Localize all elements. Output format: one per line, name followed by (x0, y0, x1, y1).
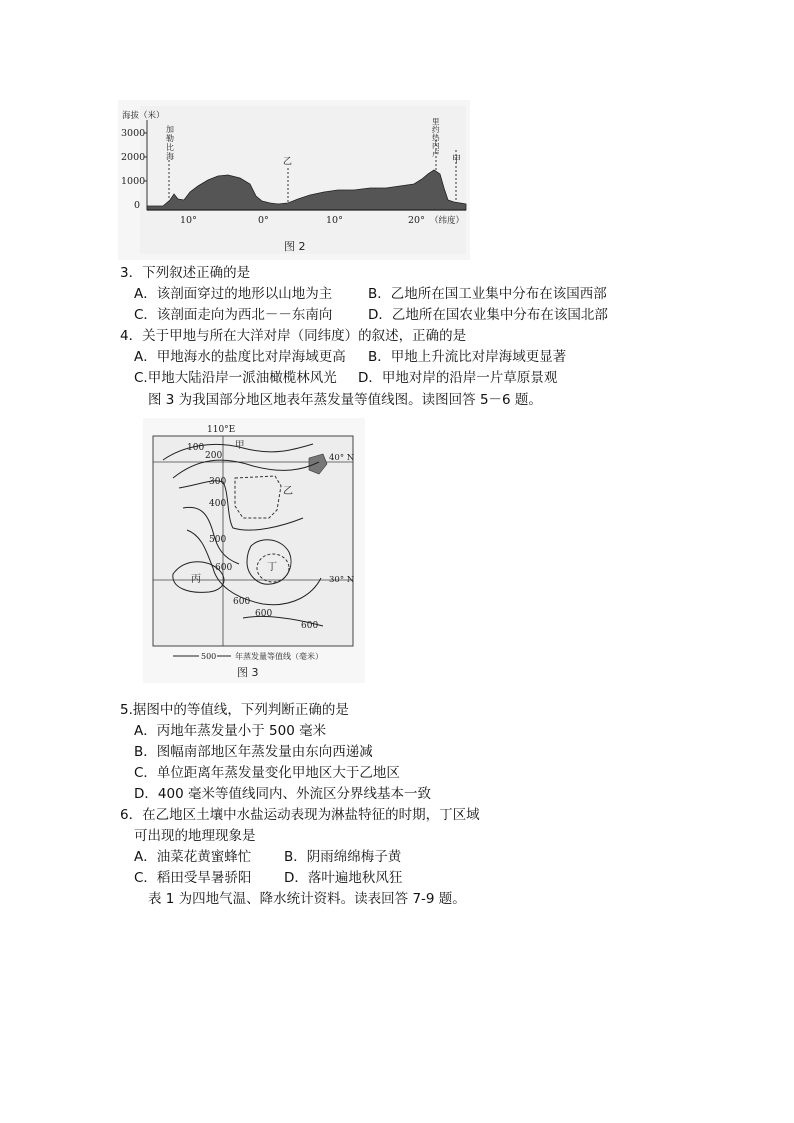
q5-option-b: B．图幅南部地区年蒸发量由东向西递减 (134, 744, 373, 760)
figure-3-evaporation-map (143, 418, 365, 683)
q4-option-a: A．甲地海水的盐度比对岸海域更高 (134, 349, 346, 365)
fig3-iso-label: 600 (301, 621, 319, 631)
fig3-region-jia: 甲 (235, 440, 245, 451)
fig3-iso-label: 600 (215, 563, 233, 573)
q4-stem: 4．关于甲地与所在大洋对岸（同纬度）的叙述，正确的是 (120, 328, 467, 344)
q5-option-d: D．400 毫米等值线同内、外流区分界线基本一致 (134, 786, 431, 802)
q6-option-a: A．油菜花黄蜜蜂忙 (134, 849, 252, 865)
q5-option-c: C．单位距离年蒸发量变化甲地区大于乙地区 (134, 765, 400, 781)
q3-option-a: A．该剖面穿过的地形以山地为主 (134, 286, 333, 302)
figure-2-elevation-profile (118, 100, 470, 260)
fig2-label-jia: 甲 (452, 155, 462, 165)
fig3-region-bing: 丙 (191, 574, 201, 585)
fig3-region-ding: 丁 (267, 562, 277, 573)
fig3-iso-label: 200 (205, 451, 223, 461)
q6-option-c: C．稻田受旱暑骄阳 (134, 870, 252, 886)
q3-option-b: B．乙地所在国工业集中分布在该国西部 (368, 286, 607, 302)
q3-option-c: C．该剖面走向为西北－－东南向 (134, 307, 333, 323)
q6-option-b: B．阴雨绵绵梅子黄 (284, 849, 402, 865)
fig2-x-axis-title: （纬度） (430, 216, 465, 226)
fig2-x-tick: 20° (408, 215, 425, 226)
fig2-x-tick: 10° (326, 215, 343, 226)
q5-option-a: A．丙地年蒸发量小于 500 毫米 (134, 723, 327, 739)
fig3-legend-value: 500 (201, 652, 217, 661)
fig2-y-tick: 1000 (121, 176, 146, 187)
fig2-caption: 图 2 (284, 240, 306, 253)
fig2-label-yi: 乙 (283, 157, 293, 167)
intro-figure-3: 图 3 为我国部分地区地表年蒸发量等值线图。读图回答 5－6 题。 (148, 392, 542, 408)
q4-option-c: C.甲地大陆沿岸一派油橄榄林风光 (134, 370, 337, 386)
fig3-region-yi: 乙 (283, 486, 293, 497)
q3-option-d: D．乙地所在国农业集中分布在该国北部 (368, 307, 608, 323)
intro-table-1: 表 1 为四地气温、降水统计资料。读表回答 7-9 题。 (148, 891, 466, 907)
q3-stem: 3．下列叙述正确的是 (120, 265, 251, 281)
fig3-iso-label: 600 (233, 597, 251, 607)
q4-option-b: B．甲地上升流比对岸海域更显著 (368, 349, 567, 365)
fig3-iso-label: 600 (255, 609, 273, 619)
fig2-y-tick: 0 (134, 200, 141, 211)
fig3-iso-label: 400 (209, 499, 227, 509)
fig3-iso-label: 100 (187, 443, 205, 453)
fig3-lat-30-label: 30° N (329, 575, 355, 585)
q6-option-d: D．落叶遍地秋风狂 (284, 870, 403, 886)
fig2-label-caribbean: 加勒比海 (166, 125, 174, 161)
q5-stem: 5.据图中的等值线，下列判断正确的是 (120, 702, 349, 718)
fig3-iso-label: 300 (209, 477, 227, 487)
fig2-y-tick: 2000 (121, 152, 146, 163)
fig2-x-tick: 10° (180, 215, 197, 226)
fig3-caption: 图 3 (237, 666, 259, 679)
fig2-y-tick: 3000 (121, 128, 146, 139)
fig3-legend-text: 年蒸发量等值线（毫米） (235, 652, 323, 661)
q4-option-d: D．甲地对岸的沿岸一片草原景观 (358, 370, 558, 386)
q6-stem: 6．在乙地区土壤中水盐运动表现为淋盐特征的时期，丁区域 (120, 807, 480, 823)
fig3-iso-label: 500 (209, 535, 227, 545)
q6-stem-continued: 可出现的地理现象是 (134, 828, 256, 844)
fig3-lat-40-label: 40° N (329, 453, 355, 463)
fig2-y-axis-title: 海拔（米） (122, 111, 165, 121)
fig2-x-tick: 0° (258, 215, 269, 226)
fig2-label-rio: 里约热内卢 (432, 117, 440, 158)
fig3-longitude-label: 110°E (207, 425, 236, 435)
